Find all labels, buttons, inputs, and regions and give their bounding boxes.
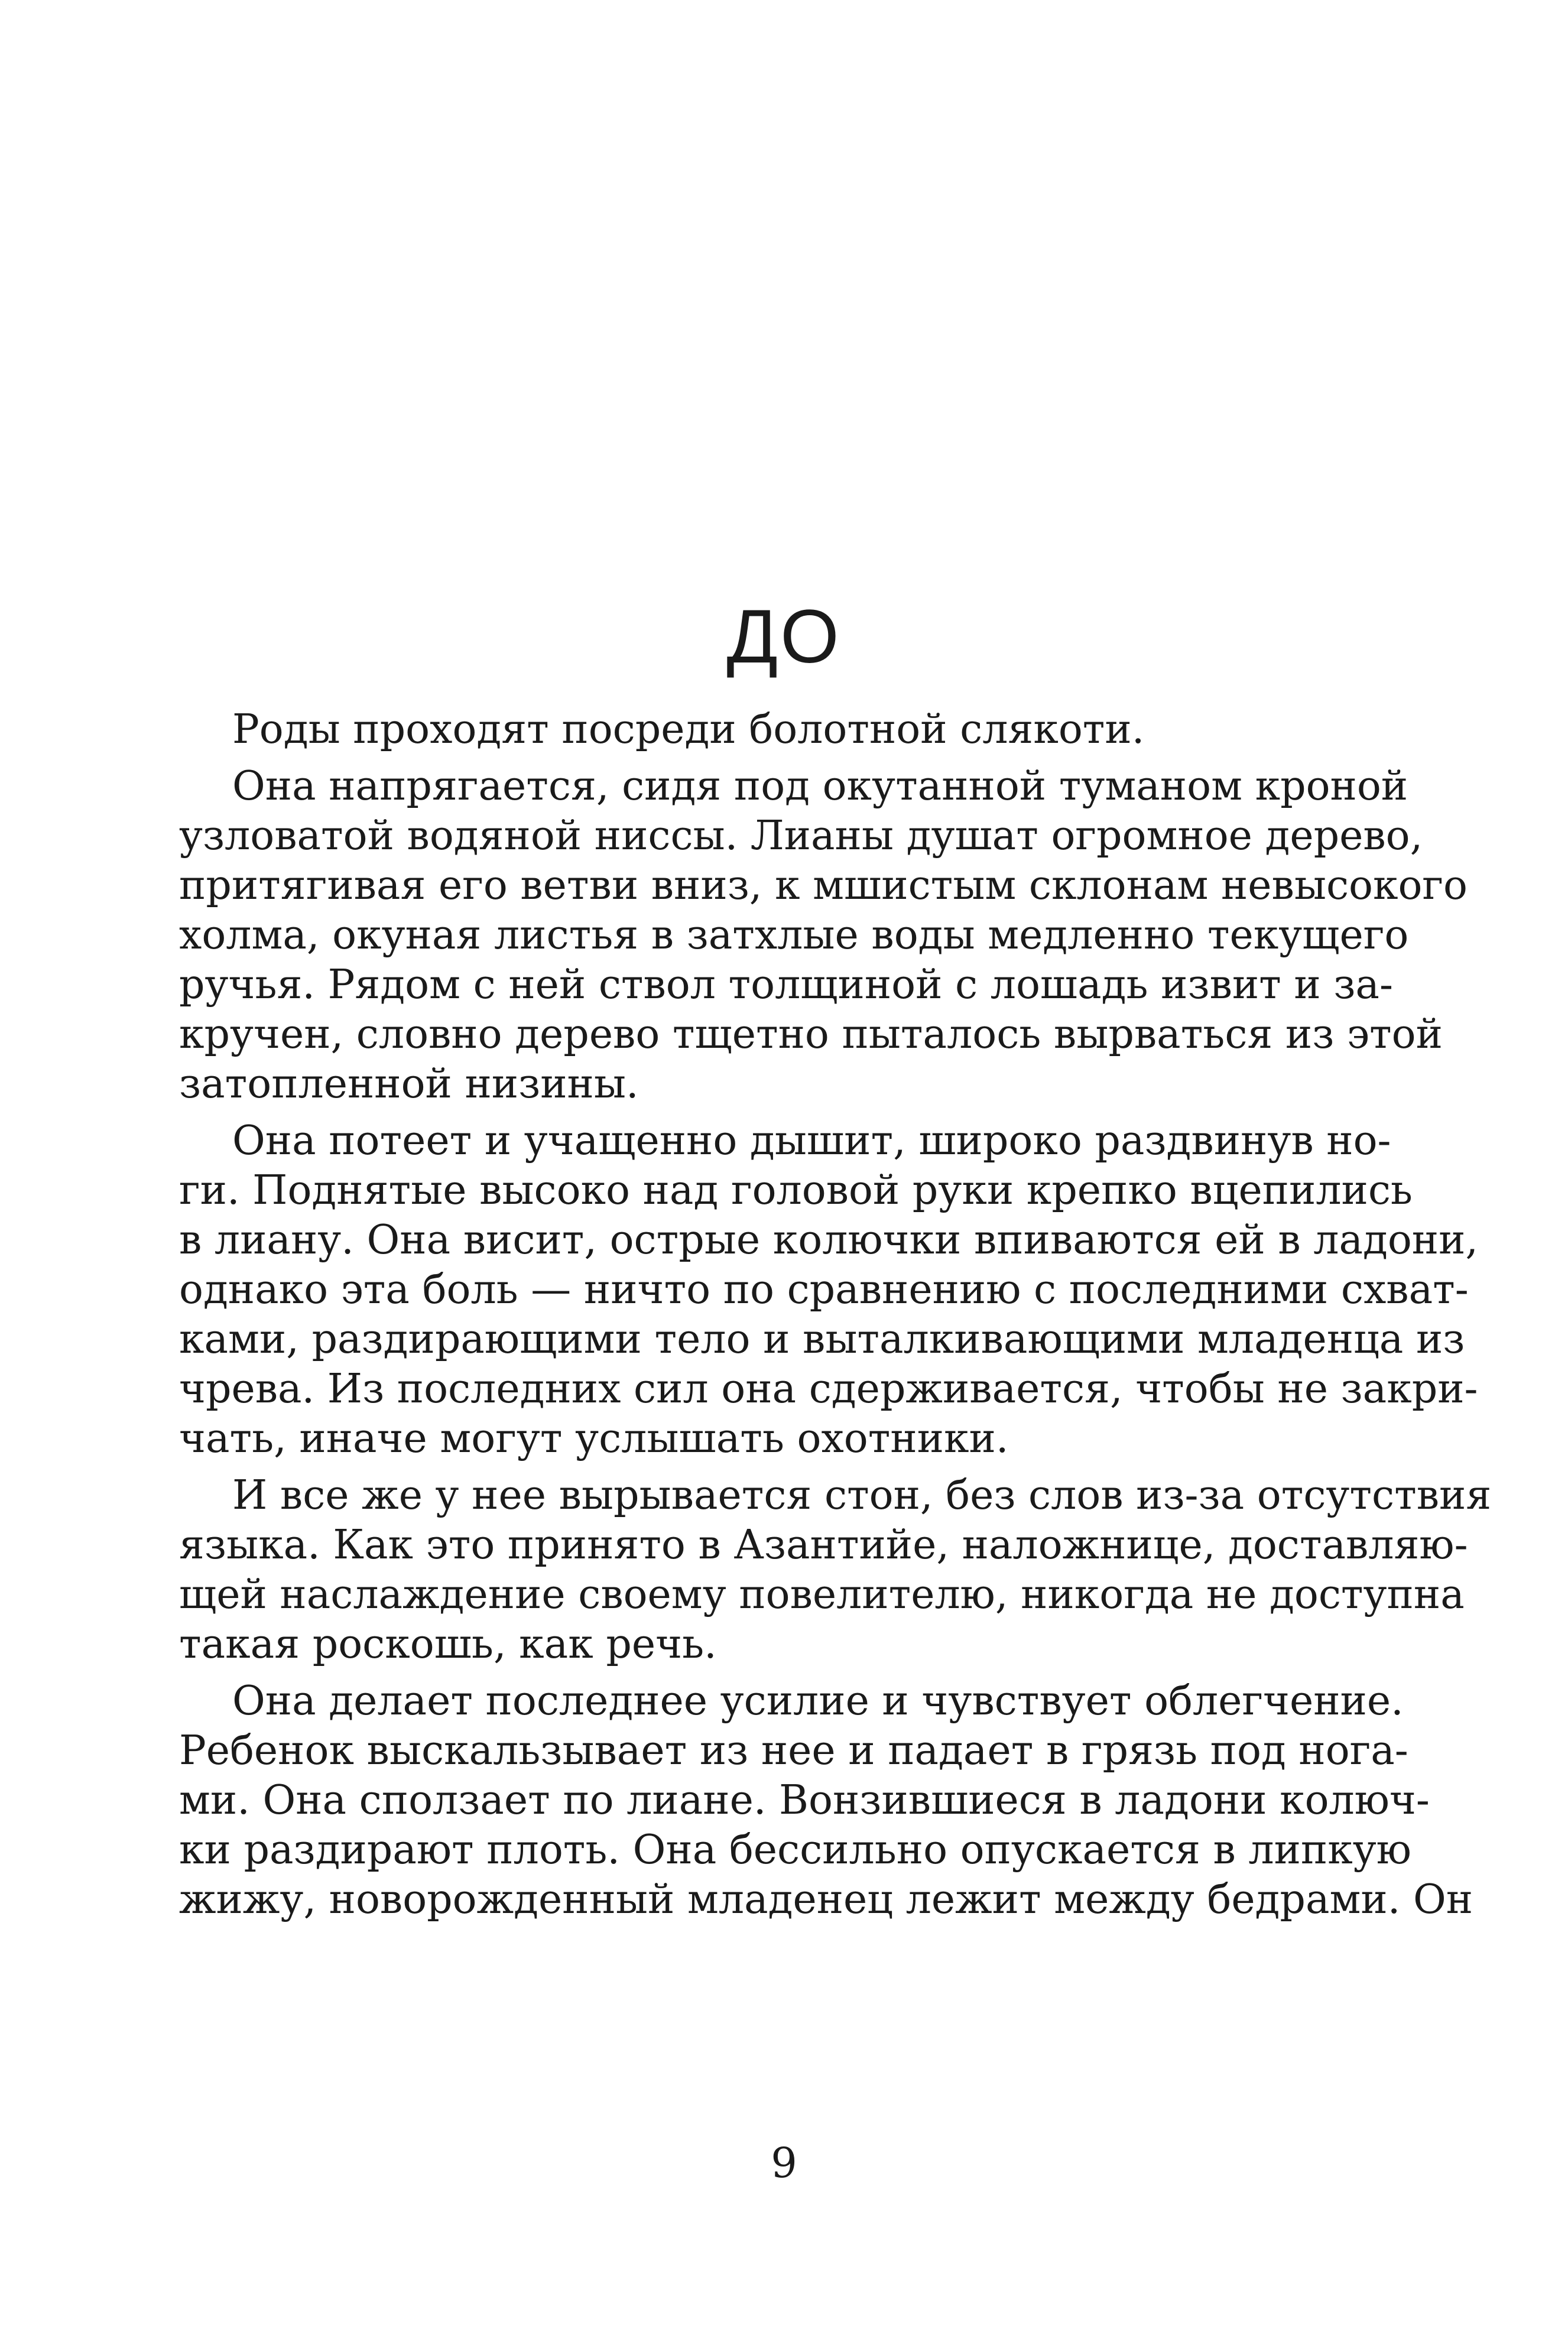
text-line: Она напрягается, сидя под окутанной туманом кроной <box>232 763 1408 810</box>
text-line: такая роскошь, как речь. <box>179 1621 717 1668</box>
text-line: Она потеет и учащенно дышит, широко раздвинув но- <box>232 1118 1391 1164</box>
text-line: узловатой водяной ниссы. Лианы душат огромное дерево, <box>179 813 1423 859</box>
text-line: затопленной низины. <box>179 1061 639 1107</box>
text-line: ги. Поднятые высоко над головой руки крепко вцепились <box>179 1167 1413 1214</box>
text-line: ками, раздирающими тело и выталкивающими младенца из <box>179 1316 1465 1363</box>
text-line: в лиану. Она висит, острые колючки впиваются ей в ладони, <box>179 1217 1479 1264</box>
text-line: Ребенок выскальзывает из нее и падает в грязь под нога- <box>179 1727 1408 1774</box>
text-line: чрева. Из последних сил она сдерживается, чтобы не закри- <box>179 1366 1478 1412</box>
text-line: Она делает последнее усилие и чувствует облегчение. <box>232 1678 1404 1724</box>
text-line: ки раздирают плоть. Она бессильно опускается в липкую <box>179 1827 1411 1873</box>
body-text <box>179 705 1492 1925</box>
text-line: ручья. Рядом с ней ствол толщиной с лошадь извит и за- <box>179 962 1393 1008</box>
page-number: 9 <box>771 2139 797 2187</box>
text-line: щей наслаждение своему повелителю, никогда не доступна <box>179 1571 1465 1618</box>
chapter-title: ДО <box>726 595 842 679</box>
text-line: холма, окуная листья в затхлые воды медленно текущего <box>179 912 1409 959</box>
text-line: притягивая его ветви вниз, к мшистым склонам невысокого <box>179 862 1468 909</box>
text-line: кручен, словно дерево тщетно пыталось вырваться из этой <box>179 1011 1443 1058</box>
text-line: И все же у нее вырывается стон, без слов из-за отсутствия <box>232 1472 1492 1519</box>
text-line: Роды проходят посреди болотной слякоти. <box>232 706 1145 753</box>
text-line: языка. Как это принято в Азантийе, наложнице, доставляю- <box>179 1522 1468 1568</box>
text-line: чать, иначе могут услышать охотники. <box>179 1415 1009 1462</box>
text-line: ми. Она сползает по лиане. Вонзившиеся в ладони колюч- <box>179 1777 1430 1824</box>
text-line: однако эта боль — ничто по сравнению с последними схват- <box>179 1266 1469 1313</box>
text-line: жижу, новорожденный младенец лежит между бедрами. Он <box>179 1876 1473 1923</box>
